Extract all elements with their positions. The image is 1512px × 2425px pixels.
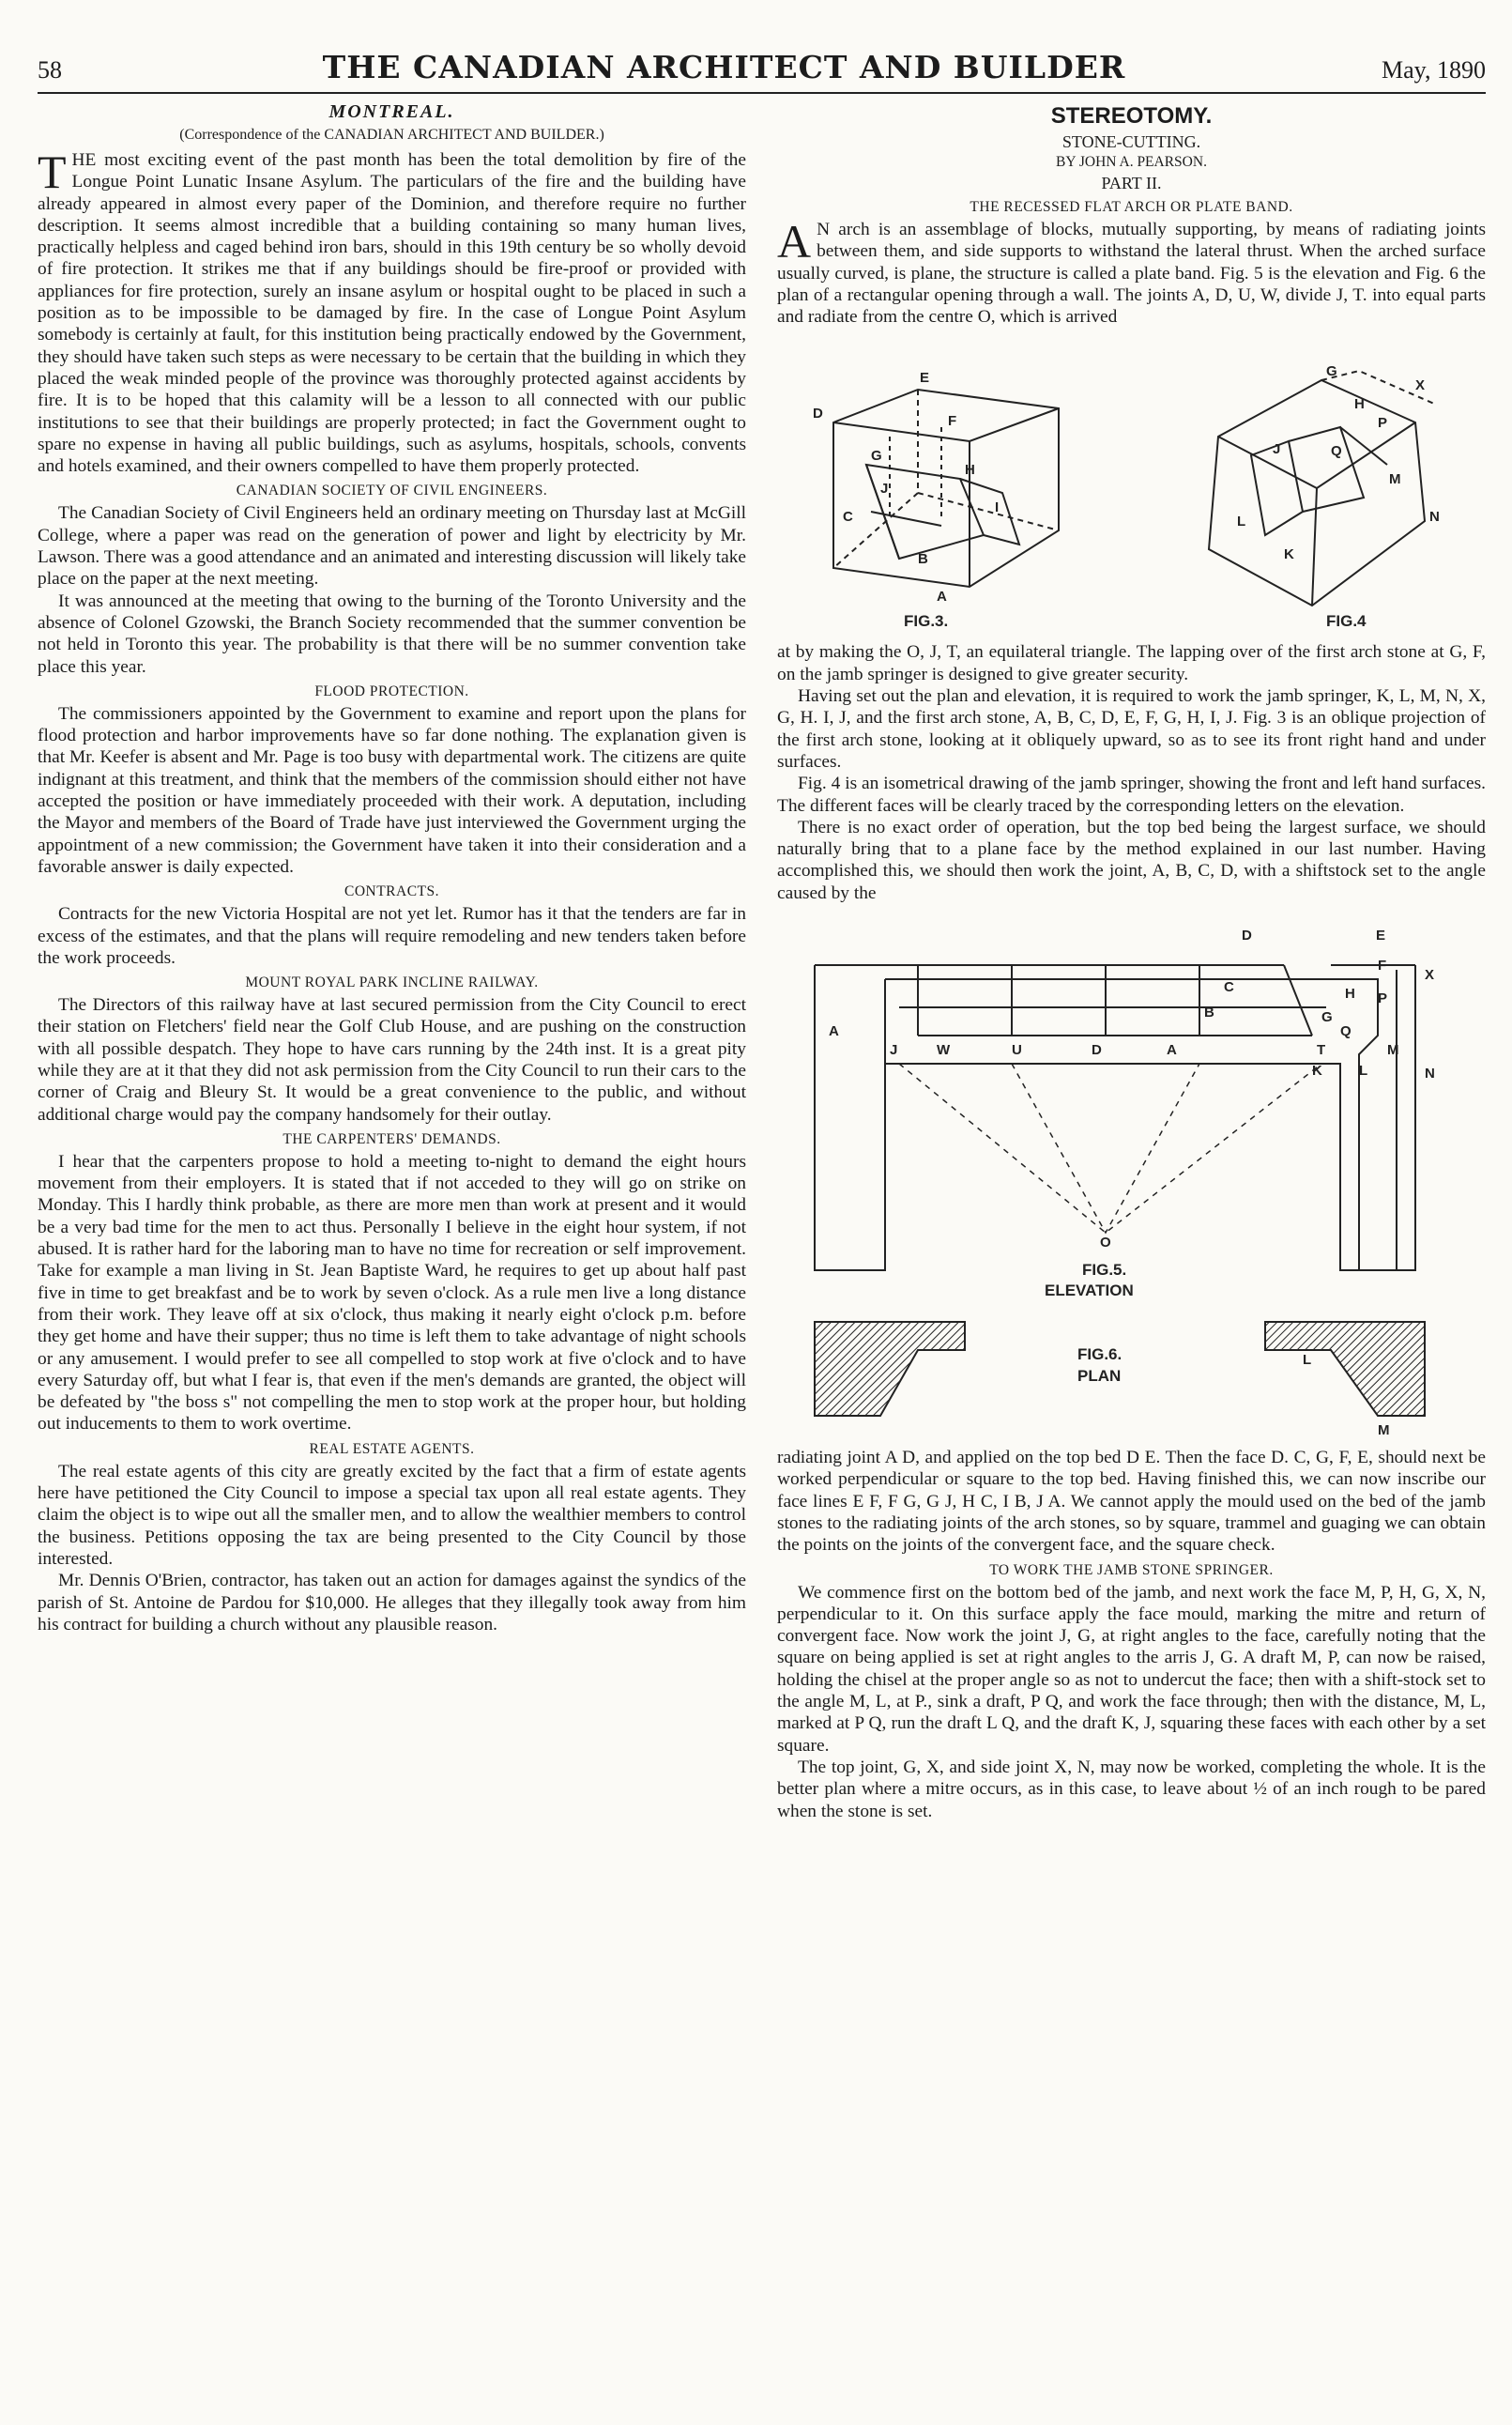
fig3-arch-stone	[833, 390, 1059, 587]
fig3-label: C	[843, 509, 853, 526]
fig5-label: T	[1317, 1042, 1326, 1059]
article-paragraph: radiating joint A D, and applied on the top bed D E. Then the face D. C, G, F, E, should next be worked perpendicular or square to the top bed. Having finished this, we can now inscribe our face lines E F, F G, G J, H C, I B, J A. We cannot apply the mould used on the bed of the jamb stones to the radiating joints of the arch stones, so by square, trammel and guaging we can obtain the points on the joints of the convergent face, and the square check.	[777, 1448, 1486, 1556]
fig5-label: A	[1167, 1042, 1177, 1059]
fig5-label: X	[1425, 967, 1435, 984]
fig4-label: P	[1378, 415, 1388, 432]
article-paragraph: The top joint, G, X, and side joint X, N, may now be worked, completing the whole. It is the better plan where a mitre occurs, as in this case, to leave about ½ of an inch rough to be pared when the stone is set.	[777, 1757, 1486, 1821]
fig3-label: A	[937, 589, 947, 606]
fig5-label: C	[1224, 979, 1234, 996]
fig4-label: K	[1284, 546, 1294, 563]
correspondence-note: (Correspondence of the CANADIAN ARCHITECT AND BUILDER.)	[179, 127, 604, 143]
article-paragraph: The Directors of this railway have at last secured permission from the City Council to erect their station on Fletchers' field near the Golf Club House, and are pushing on the construction with all possible despatch. They hope to have cars running by the 24th inst. It is a great pity while they are at it that they did not ask permission from the City Council to run their cars to the corner of Craig and Bleury St. It would be a great convenience to the public, and without additional charge would pay the company handsomely for their outlay.	[38, 995, 746, 1125]
left-column	[38, 101, 746, 1822]
fig5-label: A	[829, 1023, 839, 1040]
section-heading: REAL ESTATE AGENTS.	[309, 1440, 475, 1457]
fig4-caption: FIG.4	[1326, 612, 1367, 631]
two-column-layout	[38, 101, 1486, 1822]
section-heading: FLOOD PROTECTION.	[314, 683, 469, 699]
fig4-label: X	[1415, 377, 1426, 394]
article-paragraph: Fig. 4 is an isometrical drawing of the jamb springer, showing the front and left hand surfaces. The different faces will be clearly traced by the corresponding letters on the elevation.	[777, 774, 1486, 816]
fig3-label: J	[880, 481, 889, 498]
fig34-drawing	[777, 333, 1486, 634]
section-heading: TO WORK THE JAMB STONE SPRINGER.	[989, 1561, 1274, 1578]
fig5-caption-elevation: ELEVATION	[1045, 1282, 1134, 1300]
fig5-label: B	[1204, 1005, 1214, 1021]
page-number: 58	[38, 56, 62, 84]
fig5-label: L	[1359, 1063, 1368, 1080]
section-heading: THE RECESSED FLAT ARCH OR PLATE BAND.	[970, 199, 1293, 215]
masthead	[38, 49, 1486, 90]
fig4-label: M	[1389, 471, 1401, 488]
stereotomy-intro-paragraph	[777, 215, 1486, 328]
intro-text: N arch is an assemblage of blocks, mutually supporting, by means of radiating joints between them, and side supports to withstand the lateral thrust. When the arched surface usually curved, is plane, the structure is called a plate band. Fig. 5 is the elevation and Fig. 6 the plan of a rectangular opening through a wall. The joints A, D, U, W, divide J, T. into equal parts and radiate from the centre O, which is arrived	[777, 220, 1486, 328]
issue-date: May, 1890	[1382, 56, 1486, 84]
section-heading: THE CARPENTERS' DEMANDS.	[283, 1130, 501, 1147]
fig3-label: I	[995, 499, 1000, 516]
fig4-jamb-springer	[1209, 371, 1434, 606]
figure-5-and-6	[777, 913, 1486, 1439]
fig5-label: D	[1092, 1042, 1102, 1059]
fig5-label: J	[890, 1042, 898, 1059]
article-paragraph: It was announced at the meeting that owing to the burning of the Toronto University and the absence of Colonel Gzowski, the Branch Society recommended that the summer convention be not held in Toronto this year. The probability is that there will be no summer convention take place this year.	[38, 591, 746, 677]
fig5-label: U	[1012, 1042, 1022, 1059]
montreal-intro-paragraph	[38, 146, 746, 477]
masthead-rule	[38, 92, 1486, 94]
fig5-label: M	[1387, 1042, 1399, 1059]
fig3-label: B	[918, 551, 928, 568]
article-paragraph: Mr. Dennis O'Brien, contractor, has taken out an action for damages against the syndics of the parish of St. Antoine de Pardou for $10,000. He alleges that they illegally took away from him his contract for building a church without any plausible reason.	[38, 1571, 746, 1635]
fig5-label: O	[1100, 1235, 1111, 1251]
fig5-label: H	[1345, 986, 1355, 1003]
article-paragraph: The real estate agents of this city are greatly excited by the fact that a firm of estate agents here have petitioned the City Council to impose a special tax upon all real estate agents. They claim the object is to wipe out all the smaller men, and to allow the wealthier members to control the business. Petitions opposing the tax are being presented to the City Council by those interested.	[38, 1461, 746, 1569]
fig3-label: G	[871, 448, 882, 465]
section-heading: MOUNT ROYAL PARK INCLINE RAILWAY.	[245, 975, 539, 991]
fig5-label: G	[1321, 1009, 1333, 1026]
fig3-label: H	[965, 462, 975, 479]
fig5-label: P	[1378, 990, 1388, 1007]
section-heading: CONTRACTS.	[344, 883, 440, 900]
fig6-caption-plan: PLAN	[1077, 1367, 1122, 1386]
fig5-label: E	[1376, 928, 1386, 944]
drop-cap: A	[777, 215, 812, 268]
montreal-section-title: MONTREAL.	[328, 101, 455, 122]
fig6-label: M	[1378, 1422, 1390, 1439]
fig4-label: N	[1429, 509, 1440, 526]
article-paragraph: Contracts for the new Victoria Hospital are not yet let. Rumor has it that the tenders are far in excess of the estimates, and that the plans will require remodeling and new tenders taken before the work proceeds.	[38, 904, 746, 968]
fig6-label: L	[1303, 1352, 1312, 1369]
fig3-label: E	[920, 370, 930, 387]
fig34-letter-labels	[813, 363, 1440, 605]
byline: BY JOHN A. PEARSON.	[1056, 154, 1207, 170]
intro-text: HE most exciting event of the past month has been the total demolition by fire of the Longue Point Lunatic Insane Asylum. The particulars of the fire and the building have already appeared in almost every paper of the Dominion, and therefore require no further description. It seems almost incredible that a building containing so many human lives, practically helpless and caged behind iron bars, should in this 19th century be so wholly devoid of fire protection. It strikes me that if any buildings should be fire-proof or provided with appliances for fire protection, surely an insane asylum or hospital ought to be placed in such a position as to be impossible to be damaged by fire. In the case of Longue Point Asylum somebody is certainly at fault, for this institution being practically endowed by the Government, they should have taken such steps as were necessary to be certain that the building in which they placed the weak minded people of the province was thoroughly protected against accidents by fire. It is to be hoped that this calamity will be a lesson to all connected with our public institutions to see that their buildings are properly protected; in fact the Government ought to spare no expense in having all public buildings, such as asylums, hospitals, schools, convents and hotels examined, and their owners compelled to have them properly protected.	[38, 150, 746, 477]
stereotomy-subtitle: STONE-CUTTING.	[1061, 132, 1201, 151]
fig3-label: D	[813, 406, 823, 422]
figure-3-and-4	[777, 333, 1486, 634]
fig5-label: N	[1425, 1066, 1435, 1082]
fig56-drawing	[777, 913, 1486, 1439]
article-paragraph: at by making the O, J, T, an equilateral triangle. The lapping over of the first arch stone at G, F, on the jamb springer is designed to give greater security.	[777, 642, 1486, 684]
fig3-label: F	[948, 413, 957, 430]
fig5-label: K	[1312, 1063, 1322, 1080]
right-column	[777, 101, 1486, 1822]
fig4-label: J	[1273, 441, 1281, 458]
article-paragraph: The commissioners appointed by the Government to examine and report upon the plans for flood protection and harbor improvements have so far done nothing. The explanation given is that Mr. Keefer is absent and Mr. Page is too busy with departmental work. The citizens are quite indignant at this treatment, and think that the members of the commission should either not have accepted the position or have immediately proceeded with their work. A deputation, including the Mayor and members of the Board of Trade have just interviewed the Government urging the appointment of a new commission; the Government have taken it into their consideration and a favorable answer is daily expected.	[38, 703, 746, 877]
article-paragraph: There is no exact order of operation, but the top bed being the largest surface, we should naturally bring that to a plane face by the method explained in our last number. Having accomplished this, we should then work the joint, A, B, C, D, with a shiftstock set to the angle caused by the	[777, 817, 1486, 903]
section-heading: CANADIAN SOCIETY OF CIVIL ENGINEERS.	[236, 483, 548, 499]
article-paragraph: I hear that the carpenters propose to hold a meeting to-night to demand the eight hours movement from their employers. It is stated that if not acceded to they will go on strike on Monday. This I hardly think probable, as there are more men than work at present and it would be a very bad time for the men to act thus. Personally I believe in the eight hour system, if not abused. It is rather hard for the laboring man to have no time for recreation or self improvement. Take for example a man living in St. Jean Baptiste Ward, he requires to get up about half past five in time to get breakfast and be to work by seven o'clock. As a rule men live a long distance from their work. They leave off at six o'clock, thus making it nearly eight o'clock p.m. before they get home and have their supper; thus no time is left them to take advantage of night schools or any amusement. I would prefer to see all compelled to stop work at five o'clock and to have every Saturday off, but what I fear is, that even if the men's demands are granted, the object will be defeated by "the boss s" not compelling the men to stop work at the proper hour, but holding out inducements to them to work overtime.	[38, 1151, 746, 1435]
article-paragraph: We commence first on the bottom bed of the jamb, and next work the face M, P, H, G, X, N, perpendicular to it. On this surface apply the face mould, marking the mitre and return of convergent face. Now work the joint J, G, at right angles to the face, carefully noting that the square on being applied is set at right angles to the arris J, G. A draft M, P, can now be raised, holding the chisel at the proper angle so as not to undercut the face; then with a shift-stock set to the angle M, L, at P., sink a draft, P Q, and work the face through; then with the distance, M, L, marked at P Q, run the draft L Q, and the draft K, J, squaring these faces with each other by a set square.	[777, 1582, 1486, 1756]
fig4-label: G	[1326, 363, 1337, 380]
drop-cap: T	[38, 146, 67, 198]
fig4-label: L	[1237, 514, 1246, 530]
fig5-label: F	[1378, 958, 1387, 975]
fig3-caption: FIG.3.	[904, 612, 949, 631]
fig5-radiating-lines	[899, 1064, 1321, 1233]
fig5-caption: FIG.5.	[1082, 1261, 1127, 1280]
article-paragraph: Having set out the plan and elevation, it is required to work the jamb springer, K, L, M, N, X, G, H. I, J, and the first arch stone, A, B, C, D, E, F, G, H, I, J. Fig. 3 is an oblique projection of the first arch stone, looking at it obliquely upward, so as to see its front right hand and under surfaces.	[777, 686, 1486, 772]
fig5-label: W	[937, 1042, 951, 1059]
fig56-captions	[1045, 1261, 1134, 1385]
fig5-label: D	[1242, 928, 1252, 944]
fig4-label: Q	[1331, 443, 1342, 460]
stereotomy-title: STEREOTOMY.	[1050, 103, 1213, 129]
part-label: PART II.	[1101, 174, 1162, 192]
article-paragraph: The Canadian Society of Civil Engineers held an ordinary meeting on Thursday last at McGill College, where a paper was read on the generation of power and light by electricity by Mr. Lawson. There was a good attendance and an animated and interesting discussion will likely take place on the paper at the next meeting.	[38, 503, 746, 590]
fig6-caption: FIG.6.	[1077, 1345, 1123, 1364]
publication-title: THE CANADIAN ARCHITECT AND BUILDER	[322, 49, 1126, 85]
fig4-label: H	[1354, 396, 1365, 413]
fig5-label: Q	[1340, 1023, 1352, 1040]
